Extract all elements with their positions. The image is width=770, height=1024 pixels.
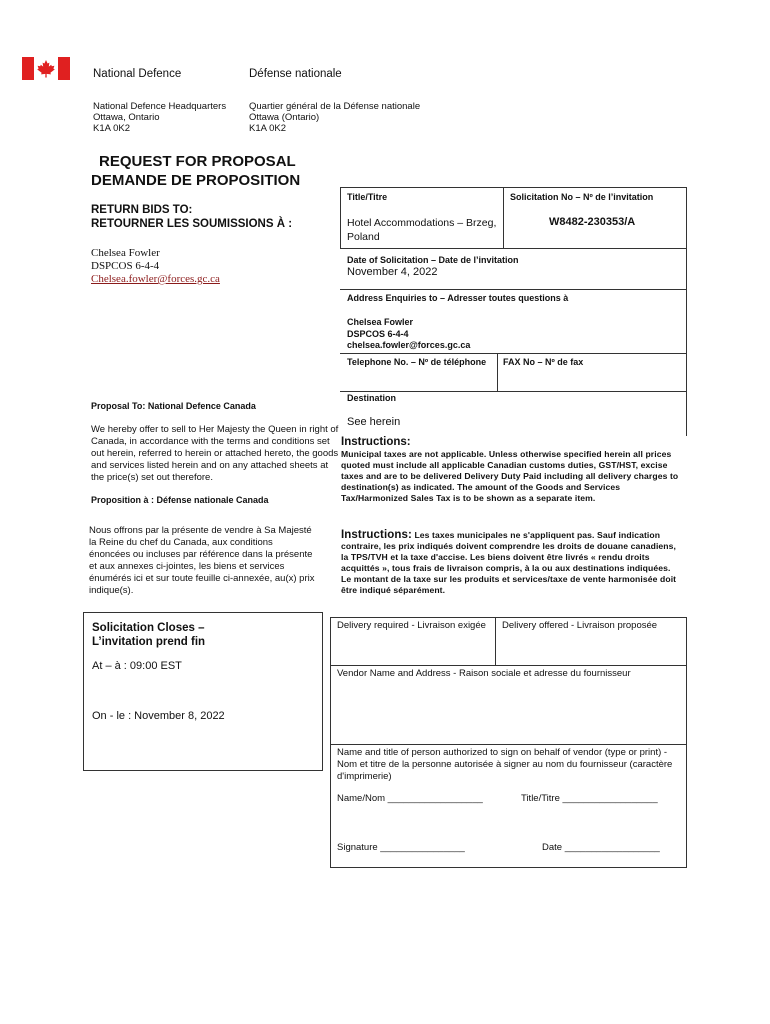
name-field[interactable]: Name/Nom __________________	[337, 793, 483, 804]
enquiries-office: DSPCOS 6-4-4	[347, 328, 409, 339]
enquiries-label: Address Enquiries to – Adresser toutes questions à	[347, 293, 569, 303]
instructions-fr	[341, 530, 681, 596]
solicitation-closes-box	[83, 612, 323, 771]
title-value: Hotel Accommodations – Brzeg, Poland	[347, 217, 497, 243]
instructions-text-fr: Les taxes municipales ne s'appliquent pas. Sauf indication contraire, les prix indiqués doivent comprendre les droits de douane canadiens, la TPS/TVH et la taxe d'accise. Les biens doivent être livrés « rendu droits acquittés », tous frais de livraison compris, à la ou aux destinations indiquées. Le montant de la taxe sur les produits et services/taxe de vente harmonisée doit être indiqué séparément.	[341, 530, 677, 595]
solicitation-no-value: W8482-230353/A	[549, 216, 636, 228]
instructions-heading-en: Instructions:	[341, 436, 411, 448]
fax-label: FAX No – Nº de fax	[503, 357, 584, 367]
enquiries-contact	[347, 317, 470, 352]
vendor-box	[330, 617, 687, 868]
date-field[interactable]: Date __________________	[542, 842, 660, 853]
authorized-person-label: Name and title of person authorized to sign on behalf of vendor (type or print) - Nom et titre de la personne autorisée à signer au nom du fournisseur (caractère d'imprimerie)	[337, 747, 673, 782]
instructions-heading-fr: Instructions:	[341, 529, 412, 541]
solicitation-no-label: Solicitation No – Nº de l’invitation	[510, 192, 654, 202]
closing-time: At – à : 09:00 EST	[92, 660, 182, 672]
phone-label: Telephone No. – Nº de téléphone	[347, 357, 487, 367]
enquiries-name: Chelsea Fowler	[347, 317, 414, 327]
closing-date: On - le : November 8, 2022	[92, 710, 225, 722]
destination-label: Destination	[347, 393, 397, 403]
proposal-text-fr: Nous offrons par la présente de vendre à Sa Majesté la Reine du chef du Canada, aux conditions énoncées ou incluses par référence dans la présente et aux annexes ci-jointes, les biens et services énumérés ici et sur toute feuille ci-annexée, au(x) prix indique(s).	[89, 525, 315, 596]
proposal-to-en: Proposal To: National Defence Canada	[91, 401, 256, 411]
return-bids-label-en: RETURN BIDS TO:	[91, 204, 193, 216]
signature-field[interactable]: Signature ________________	[337, 842, 465, 853]
hq-address-en: National Defence Headquarters Ottawa, Ontario K1A 0K2	[93, 101, 227, 134]
doc-title-fr: DEMANDE DE PROPOSITION	[91, 172, 301, 189]
return-bids-name: Chelsea Fowler	[91, 247, 160, 259]
dept-name-fr: Défense nationale	[249, 68, 342, 80]
proposal-to-fr: Proposition à : Défense nationale Canada	[91, 495, 269, 505]
destination-value: See herein	[347, 416, 401, 428]
dept-name-en: National Defence	[93, 68, 182, 80]
closes-label-fr: L’invitation prend fin	[92, 636, 206, 648]
doc-title-en: REQUEST FOR PROPOSAL	[99, 153, 296, 170]
return-bids-office: DSPCOS 6-4-4	[91, 260, 160, 272]
delivery-required-label: Delivery required - Livraison exigée	[337, 620, 486, 631]
proposal-text-en: We hereby offer to sell to Her Majesty the Queen in right of Canada, in accordance with the terms and conditions set out herein, referred to herein or attached hereto, the goods and services listed herein and on any attached sheets at the price(s) set out therefore.	[91, 424, 339, 483]
canada-flag-icon	[22, 57, 70, 80]
title-label: Title/Titre	[347, 192, 388, 202]
instructions-text-en: Municipal taxes are not applicable. Unless otherwise specified herein all prices quoted must include all applicable Canadian customs duties, GST/HST, excise taxes and are to be delivered Delivery Duty Paid including all delivery charges to destination(s) as indicated. The amount of the Goods and Services Tax/Harmonized Sales Tax is to be shown as a separate item.	[341, 449, 679, 503]
solicitation-date-label: Date of Solicitation – Date de l’invitation	[347, 255, 519, 265]
solicitation-date-value: November 4, 2022	[347, 266, 438, 278]
hq-address-fr: Quartier général de la Défense nationale Ottawa (Ontario) K1A 0K2	[249, 101, 421, 134]
enquiries-email: chelsea.fowler@forces.gc.ca	[347, 340, 471, 350]
delivery-offered-label: Delivery offered - Livraison proposée	[502, 620, 658, 631]
return-bids-email-link[interactable]: Chelsea.fowler@forces.gc.ca	[91, 273, 220, 285]
closes-label-en: Solicitation Closes –	[92, 622, 205, 634]
title-field[interactable]: Title/Titre __________________	[521, 793, 658, 804]
return-bids-label-fr: RETOURNER LES SOUMISSIONS À :	[91, 218, 293, 230]
vendor-name-label: Vendor Name and Address - Raison sociale et adresse du fournisseur	[337, 668, 631, 679]
